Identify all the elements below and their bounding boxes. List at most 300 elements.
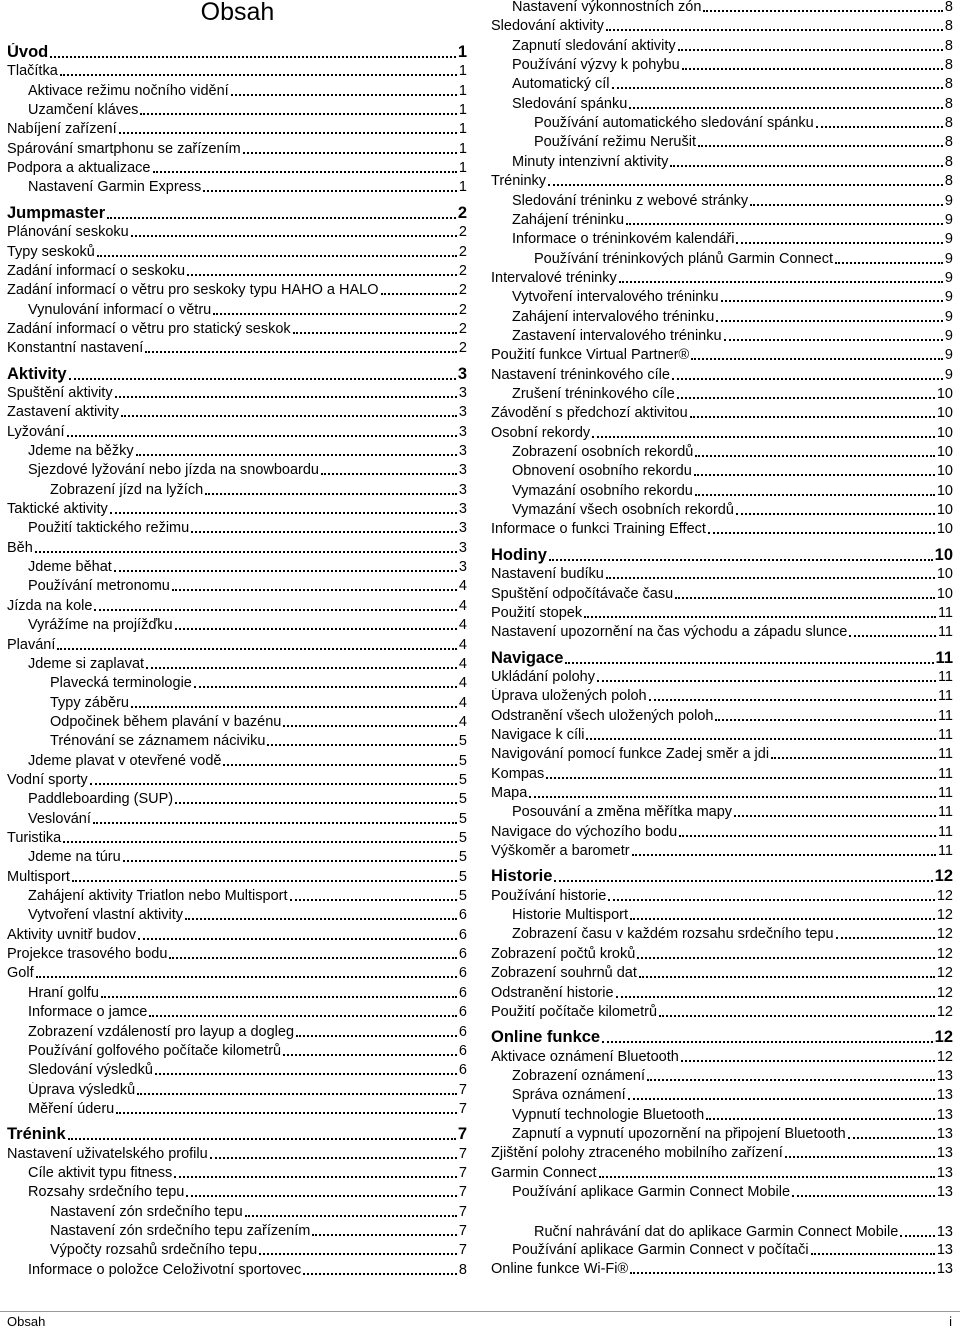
toc-leader-dots (632, 854, 936, 856)
toc-entry[interactable] (491, 309, 953, 326)
toc-page-number: 6 (458, 926, 467, 943)
toc-page-number: 12 (936, 887, 953, 904)
toc-page-number: 7 (458, 1100, 467, 1117)
toc-entry-title: Trénování se záznamem náciviku (50, 733, 266, 750)
toc-entry[interactable] (491, 1165, 953, 1182)
toc-leader-dots (626, 223, 943, 225)
toc-leader-dots (597, 680, 936, 682)
toc-entry[interactable] (491, 708, 953, 725)
toc-entry[interactable] (491, 57, 953, 74)
toc-entry[interactable] (7, 578, 467, 595)
toc-leader-dots (90, 783, 457, 785)
toc-chapter-entry[interactable] (7, 365, 467, 384)
toc-entry-title: Nastavení budíku (491, 566, 604, 583)
toc-entry[interactable] (491, 605, 953, 622)
toc-entry[interactable] (491, 985, 953, 1002)
toc-page-number: 3 (458, 501, 467, 518)
toc-entry[interactable] (7, 404, 467, 421)
toc-entry[interactable] (7, 1165, 467, 1182)
toc-entry[interactable] (7, 160, 467, 177)
toc-entry[interactable] (7, 1043, 467, 1060)
toc-leader-dots (60, 74, 457, 76)
toc-page-number: 4 (458, 636, 467, 653)
toc-entry-title: Zobrazení jízd na lyžích (50, 481, 204, 498)
toc-page-number: 3 (458, 559, 467, 576)
toc-entry[interactable] (7, 772, 467, 789)
toc-entry[interactable] (7, 1082, 467, 1099)
toc-leader-dots (97, 255, 457, 257)
toc-leader-dots (565, 662, 933, 664)
toc-entry[interactable] (491, 785, 953, 802)
toc-entry[interactable] (491, 843, 953, 860)
toc-leader-dots (721, 300, 943, 302)
toc-leader-dots (101, 996, 457, 998)
toc-page-number: 3 (458, 423, 467, 440)
toc-entry-title: Používání režimu Nerušit (534, 134, 696, 151)
toc-entry[interactable] (7, 598, 467, 615)
toc-entry-title: Sledování aktivity (491, 18, 604, 35)
toc-entry-title: Navigace k cíli (491, 726, 585, 743)
toc-entry[interactable] (491, 1145, 953, 1162)
toc-entry[interactable] (491, 154, 953, 171)
toc-entry-title: Jdeme na běžky (28, 443, 134, 459)
toc-page-number: 5 (458, 791, 467, 808)
toc-page-number: 8 (944, 173, 953, 190)
toc-entry[interactable] (7, 385, 467, 402)
toc-entry-title: Turistika (7, 830, 62, 846)
toc-entry-title: Zahájení tréninku (512, 211, 625, 228)
toc-leader-dots (185, 918, 457, 920)
toc-page-number: 5 (458, 830, 467, 846)
toc-entry-title: Nabíjení zařízení (7, 121, 117, 138)
toc-entry[interactable] (491, 328, 953, 345)
toc-chapter-entry[interactable] (7, 204, 467, 223)
toc-entry[interactable] (7, 888, 467, 905)
toc-entry-title: Použití stopek (491, 604, 583, 621)
toc-entry-title: Nastavení tréninkového cíle (491, 366, 670, 383)
toc-entry[interactable] (491, 444, 953, 461)
toc-page-number: 11 (937, 668, 953, 685)
toc-entry[interactable] (491, 502, 953, 519)
toc-entry-title: Závodění s předchozí aktivitou (491, 405, 688, 422)
toc-entry[interactable] (7, 733, 467, 750)
toc-leader-dots (619, 281, 943, 283)
toc-entry-title: Ruční nahrávání dat do aplikace Garmin Connect Mobile (534, 1224, 899, 1241)
toc-page-number: 11 (937, 804, 953, 821)
toc-entry[interactable] (491, 96, 953, 113)
toc-entry[interactable] (7, 1024, 467, 1041)
toc-entry[interactable] (491, 1203, 953, 1241)
toc-entry[interactable] (7, 1062, 467, 1079)
toc-entry[interactable] (7, 927, 467, 944)
toc-chapter-entry[interactable] (491, 546, 953, 565)
toc-entry[interactable] (491, 1242, 953, 1259)
toc-entry-title: Zobrazení počtů kroků (491, 945, 636, 962)
toc-leader-dots (191, 531, 457, 533)
toc-page-number: 8 (944, 134, 953, 151)
toc-entry[interactable] (491, 0, 953, 16)
toc-leader-dots (155, 1073, 457, 1075)
toc-entry-title: Rozsahy srdečního tepu (28, 1184, 185, 1201)
toc-entry-title: Informace o jamce (28, 1004, 148, 1021)
toc-page-number: 2 (458, 262, 467, 279)
toc-entry[interactable] (7, 462, 467, 479)
toc-page-number: 5 (458, 849, 467, 866)
toc-page-number: 10 (936, 386, 953, 402)
toc-entry[interactable] (491, 1107, 953, 1124)
toc-entry[interactable] (7, 1223, 467, 1240)
toc-entry[interactable] (7, 637, 467, 654)
toc-page-number: 7 (458, 1164, 467, 1181)
toc-entry[interactable] (7, 244, 467, 261)
toc-entry-title: Spuštění odpočítávače času (491, 585, 674, 602)
toc-leader-dots (121, 415, 457, 417)
toc-page-number: 12 (936, 1048, 953, 1065)
toc-leader-dots (546, 777, 936, 779)
toc-leader-dots (647, 1079, 935, 1081)
toc-entry[interactable] (7, 282, 467, 299)
toc-page-number: 10 (936, 463, 953, 480)
toc-entry-title: Zobrazení osobních rekordů (512, 444, 694, 461)
toc-entry-title: Aktivace oznámení Bluetooth (491, 1048, 679, 1065)
toc-entry-title: Golf (7, 965, 34, 982)
toc-page-number: 6 (458, 1004, 467, 1021)
toc-chapter-entry[interactable] (491, 867, 953, 886)
toc-entry[interactable] (7, 753, 467, 770)
toc-page-number: 9 (944, 231, 953, 248)
toc-leader-dots (724, 339, 943, 341)
toc-entry-title: Běh (7, 539, 33, 556)
toc-entry[interactable] (7, 907, 467, 924)
toc-page-number: 10 (936, 585, 953, 602)
toc-leader-dots (312, 1234, 457, 1236)
toc-entry-title: Zobrazení souhrnů dat (491, 965, 637, 982)
toc-leader-dots (283, 1054, 457, 1056)
toc-page-number: 3 (458, 384, 467, 401)
toc-entry-title: Historie (491, 867, 553, 886)
toc-entry[interactable] (491, 586, 953, 603)
toc-entry[interactable] (7, 63, 467, 80)
toc-page-number: 1 (458, 63, 467, 80)
toc-entry[interactable] (7, 869, 467, 886)
toc-page-number: 9 (944, 269, 953, 286)
toc-leader-dots (734, 815, 936, 817)
toc-page-number: 8 (944, 57, 953, 74)
toc-page-number: 9 (944, 347, 953, 364)
toc-entry[interactable] (491, 367, 953, 384)
toc-entry[interactable] (7, 141, 467, 158)
toc-entry[interactable] (7, 946, 467, 963)
toc-page-number: 5 (458, 868, 467, 885)
toc-leader-dots (637, 957, 935, 959)
toc-entry-title: Tréninky (491, 173, 547, 190)
toc-entry[interactable] (7, 791, 467, 808)
toc-entry-title: Zjištění polohy ztraceného mobilního zařízení (491, 1145, 783, 1162)
toc-entry-title: Tlačítka (7, 63, 58, 80)
toc-entry[interactable] (7, 656, 467, 673)
toc-entry[interactable] (7, 617, 467, 634)
toc-entry[interactable] (7, 1146, 467, 1163)
toc-entry[interactable] (7, 849, 467, 866)
toc-entry-title: Informace o položce Celoživotní sportovec (28, 1261, 302, 1278)
toc-leader-dots (175, 628, 457, 630)
toc-entry[interactable] (491, 251, 953, 268)
toc-page-number: 2 (458, 243, 467, 260)
toc-leader-dots (549, 559, 933, 561)
toc-leader-dots (606, 577, 935, 579)
toc-leader-dots (679, 835, 936, 837)
toc-leader-dots (900, 1235, 935, 1237)
toc-entry[interactable] (491, 405, 953, 422)
toc-page-number: 2 (458, 340, 467, 357)
toc-entry[interactable] (491, 386, 953, 403)
toc-entry[interactable] (491, 173, 953, 190)
toc-entry-title: Používání metronomu (28, 578, 170, 595)
toc-entry-title: Osobní rekordy (491, 424, 591, 441)
toc-leader-dots (131, 706, 457, 708)
toc-page-number: 4 (458, 578, 467, 595)
toc-entry[interactable] (491, 76, 953, 93)
toc-entry-title: Použití počítače kilometrů (491, 1003, 658, 1020)
toc-entry-title: Odpočinek během plavání v bazénu (50, 713, 282, 730)
toc-entry[interactable] (491, 1126, 953, 1143)
toc-entry[interactable] (7, 179, 467, 196)
toc-page-number: 11 (935, 648, 953, 667)
toc-page-number: 10 (936, 444, 953, 461)
toc-entry-title: Zadání informací o větru pro seskoky typu HAHO a HALO (7, 282, 379, 299)
toc-page-number: 2 (458, 320, 467, 337)
toc-entry[interactable] (7, 302, 467, 319)
toc-entry[interactable] (7, 263, 467, 280)
toc-leader-dots (172, 589, 457, 591)
toc-page-number: 12 (936, 1003, 953, 1020)
toc-entry[interactable] (7, 1204, 467, 1221)
toc-leader-dots (848, 1137, 935, 1139)
toc-entry[interactable] (491, 804, 953, 821)
toc-entry[interactable] (491, 907, 953, 924)
toc-entry[interactable] (7, 1262, 467, 1279)
toc-entry-title: Aktivace režimu nočního vidění (28, 82, 229, 99)
toc-entry-title: Plavecká terminologie (50, 675, 192, 692)
toc-entry-title: Obnovení osobního rekordu (512, 463, 692, 480)
toc-page-number: 2 (458, 301, 467, 318)
toc-leader-dots (703, 10, 943, 12)
toc-entry-title: Garmin Connect (491, 1164, 597, 1181)
toc-entry[interactable] (491, 888, 953, 905)
toc-entry-title: Online funkce (491, 1028, 601, 1047)
toc-leader-dots (36, 976, 457, 978)
toc-entry[interactable] (491, 688, 953, 705)
toc-entry-title: Kompas (491, 765, 545, 782)
toc-entry[interactable] (491, 1049, 953, 1066)
toc-entry[interactable] (7, 965, 467, 982)
toc-entry-title: Jdeme na túru (28, 849, 121, 866)
toc-entry[interactable] (491, 566, 953, 583)
toc-leader-dots (205, 493, 457, 495)
toc-entry-title: Zadání informací o seskoku (7, 262, 186, 279)
toc-entry[interactable] (7, 501, 467, 518)
toc-page-number: 3 (458, 539, 467, 556)
toc-entry[interactable] (491, 1184, 953, 1201)
toc-page-number: 7 (458, 1184, 467, 1201)
toc-entry[interactable] (491, 624, 953, 641)
toc-entry[interactable] (7, 540, 467, 557)
toc-leader-dots (630, 918, 935, 920)
toc-entry-title: Správa oznámení (512, 1087, 626, 1104)
toc-entry[interactable] (7, 224, 467, 241)
toc-entry-title: Nastavení výkonnostních zón (512, 0, 702, 15)
toc-page-number: 6 (458, 1042, 467, 1059)
toc-entry-title: Intervalové tréninky (491, 269, 617, 286)
toc-entry[interactable] (491, 946, 953, 963)
toc-entry[interactable] (7, 520, 467, 537)
toc-chapter-entry[interactable] (491, 1028, 953, 1047)
toc-page-number: 10 (936, 424, 953, 441)
toc-entry[interactable] (491, 727, 953, 744)
toc-entry[interactable] (491, 1087, 953, 1104)
toc-leader-dots (245, 1215, 457, 1217)
toc-entry[interactable] (7, 340, 467, 357)
toc-page-number: 4 (458, 713, 467, 730)
toc-entry[interactable] (491, 1004, 953, 1021)
toc-entry-title: Používání výzvy k pohybu (512, 57, 680, 74)
toc-chapter-entry[interactable] (7, 1125, 467, 1144)
toc-leader-dots (672, 378, 943, 380)
toc-page-number: 3 (458, 462, 467, 479)
toc-entry[interactable] (7, 1242, 467, 1259)
toc-page-number: 12 (936, 926, 953, 943)
toc-entry[interactable] (7, 424, 467, 441)
toc-entry[interactable] (7, 443, 467, 460)
toc-chapter-entry[interactable] (491, 649, 953, 668)
toc-entry[interactable] (7, 830, 467, 847)
toc-page-number: 9 (944, 211, 953, 228)
toc-entry[interactable] (7, 675, 467, 692)
toc-page-number: 1 (458, 82, 467, 99)
toc-entry[interactable] (491, 926, 953, 943)
footer-divider (0, 1311, 960, 1312)
toc-entry-title: Používání aplikace Garmin Connect v počítači (512, 1242, 809, 1259)
toc-entry-title: Trénink (7, 1125, 66, 1144)
toc-entry[interactable] (7, 321, 467, 338)
toc-entry-title: Jdeme běhat (28, 559, 112, 576)
toc-entry-title: Zobrazení času v každém rozsahu srdečního tepu (512, 926, 834, 943)
toc-entry[interactable] (491, 463, 953, 480)
toc-entry-title: Cíle aktivit typu fitness (28, 1164, 173, 1181)
toc-entry-title: Taktické aktivity (7, 501, 108, 518)
toc-leader-dots (630, 1272, 935, 1274)
toc-entry[interactable] (491, 1068, 953, 1085)
toc-entry-title: Konstantní nastavení (7, 340, 144, 357)
toc-page-number: 8 (944, 153, 953, 170)
toc-entry[interactable] (7, 695, 467, 712)
toc-page-number: 13 (936, 1224, 953, 1241)
toc-page-number: 7 (458, 1203, 467, 1220)
toc-entry[interactable] (491, 270, 953, 287)
toc-entry[interactable] (7, 83, 467, 100)
toc-entry[interactable] (7, 482, 467, 499)
toc-entry[interactable] (491, 766, 953, 783)
toc-leader-dots (146, 667, 457, 669)
toc-entry-title: Minuty intenzivní aktivity (512, 153, 669, 170)
toc-entry-title: Nastavení upozornění na čas východu a západu slunce (491, 624, 848, 641)
toc-entry[interactable] (7, 811, 467, 828)
toc-entry-title: Zapnutí a vypnutí upozornění na připojení Bluetooth (512, 1125, 846, 1142)
toc-entry[interactable] (7, 1101, 467, 1118)
toc-entry[interactable] (7, 559, 467, 576)
toc-entry[interactable] (7, 985, 467, 1002)
toc-entry-title: Mapa (491, 785, 528, 801)
toc-entry[interactable] (491, 134, 953, 151)
toc-entry[interactable] (491, 1261, 953, 1278)
toc-leader-dots (131, 235, 457, 237)
toc-entry[interactable] (491, 824, 953, 841)
toc-leader-dots (599, 1176, 935, 1178)
toc-leader-dots (695, 455, 935, 457)
toc-entry[interactable] (7, 121, 467, 138)
toc-entry[interactable] (491, 746, 953, 763)
toc-entry-title: Vytvoření vlastní aktivity (28, 907, 183, 924)
toc-entry[interactable] (491, 965, 953, 982)
toc-entry-title: Sledování spánku (512, 95, 628, 112)
toc-chapter-entry[interactable] (7, 43, 467, 62)
toc-entry[interactable] (491, 669, 953, 686)
toc-leader-dots (586, 738, 935, 740)
toc-entry[interactable] (491, 289, 953, 306)
toc-entry-title: Uzamčení kláves (28, 102, 139, 119)
toc-leader-dots (698, 145, 943, 147)
toc-entry[interactable] (7, 102, 467, 119)
toc-entry[interactable] (491, 38, 953, 55)
toc-entry[interactable] (7, 1004, 467, 1021)
toc-entry-title: Lyžování (7, 423, 65, 440)
toc-leader-dots (115, 396, 457, 398)
toc-leader-dots (816, 126, 943, 128)
toc-entry[interactable] (491, 483, 953, 500)
toc-entry-title: Typy seskoků (7, 243, 95, 260)
toc-leader-dots (629, 107, 943, 109)
toc-page-number: 6 (458, 984, 467, 1001)
toc-entry[interactable] (7, 714, 467, 731)
toc-entry[interactable] (491, 212, 953, 229)
toc-entry-title: Používání aplikace Garmin Connect Mobile (512, 1184, 791, 1200)
toc-page-number: 6 (458, 907, 467, 924)
toc-entry-title: Zapnutí sledování aktivity (512, 37, 676, 54)
toc-entry[interactable] (491, 115, 953, 132)
toc-page-number: 13 (936, 1125, 953, 1142)
toc-leader-dots (628, 1098, 935, 1100)
toc-entry-title: Výškoměr a barometr (491, 843, 630, 860)
toc-entry[interactable] (7, 1184, 467, 1201)
toc-page-number: 13 (936, 1106, 953, 1123)
toc-entry[interactable] (491, 425, 953, 442)
toc-leader-dots (639, 976, 935, 978)
toc-page-number: 7 (457, 1125, 467, 1144)
toc-leader-dots (203, 190, 457, 192)
toc-entry[interactable] (491, 18, 953, 35)
toc-leader-dots (659, 1015, 935, 1017)
toc-leader-dots (210, 1157, 457, 1159)
toc-page-number: 11 (937, 785, 953, 801)
toc-page-number: 1 (458, 102, 467, 119)
toc-entry[interactable] (491, 231, 953, 248)
toc-entry[interactable] (491, 193, 953, 210)
toc-entry[interactable] (491, 347, 953, 364)
toc-page-number: 8 (944, 18, 953, 35)
toc-leader-dots (123, 860, 457, 862)
toc-leader-dots (682, 68, 943, 70)
toc-entry[interactable] (491, 521, 953, 538)
